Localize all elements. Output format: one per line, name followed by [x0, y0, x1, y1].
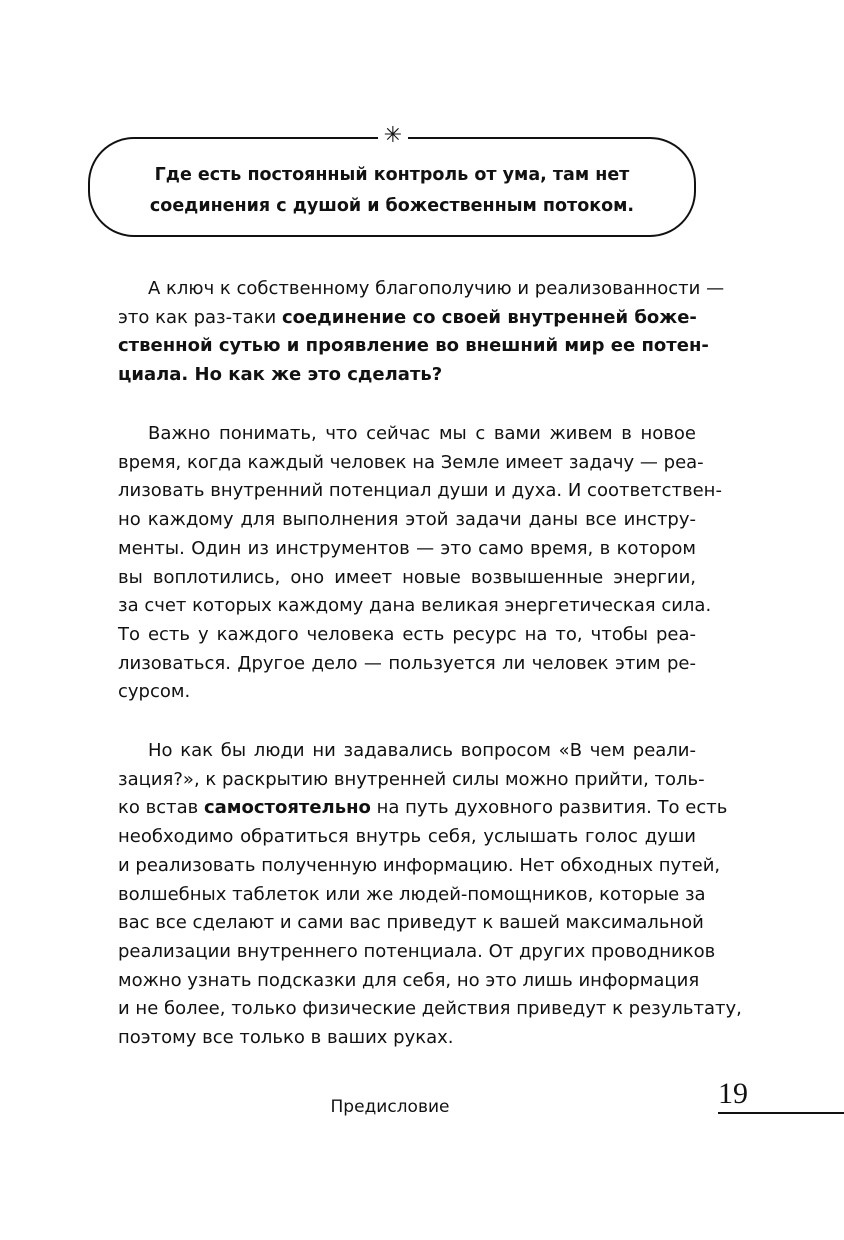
paragraph-2: [118, 420, 722, 707]
p3-line-1: Но как бы люди ни задавались вопросом «В чем реали-: [148, 740, 696, 761]
p3-line-4: необходимо обратиться внутрь себя, услышать голос души: [118, 826, 696, 848]
p3-line-8: реализации внутреннего потенциала. От других проводников: [118, 940, 716, 962]
p3-line-11: поэтому все только в ваших руках.: [118, 1027, 454, 1049]
callout-line-2: соединения с душой и божественным потоком.: [149, 196, 635, 216]
p1-line-4: циала. Но как же это сделать?: [118, 364, 443, 386]
p3-line-7: вас все сделают и сами вас приведут к вашей максимальной: [118, 912, 704, 934]
p3-line-2: зация?», к раскрытию внутренней силы можно прийти, толь-: [118, 768, 705, 790]
p3-line-10: и не более, только физические действия приведут к результату,: [118, 998, 742, 1020]
p2-line-6: вы воплотились, оно имеет новые возвышенные энергии,: [118, 566, 696, 588]
p2-line-4: но каждому для выполнения этой задачи даны все инстру-: [118, 509, 696, 531]
paragraph-3: [118, 737, 742, 1053]
running-footer-section: Предисловие: [330, 1097, 450, 1117]
p2-line-9: лизоваться. Другое дело — пользуется ли человек этим ре-: [118, 652, 696, 674]
p2-line-10: сурсом.: [118, 681, 191, 703]
p1-line-2-regular: это как раз-таки: [118, 306, 282, 328]
paragraph-1: [118, 275, 725, 390]
callout-text: [88, 160, 696, 222]
p3-line-3-a: ко встав: [118, 797, 204, 819]
p2-line-2: время, когда каждый человек на Земле имеет задачу — реа-: [118, 451, 704, 473]
callout-line-1: Где есть постоянный контроль от ума, там нет: [154, 165, 630, 185]
page-number: 19: [718, 1077, 748, 1110]
p3-line-3-c: на путь духовного развития. То есть: [370, 797, 728, 819]
p3-line-3: [118, 794, 728, 823]
p1-line-3: ственной сутью и проявление во внешний мир ее потен-: [118, 335, 709, 357]
page-number-rule: [718, 1112, 844, 1114]
p2-line-3: лизовать внутренний потенциал души и духа. И соответствен-: [118, 480, 722, 502]
p1-line-1: А ключ к собственному благополучию и реализованности —: [148, 278, 725, 299]
p2-line-1: Важно понимать, что сейчас мы с вами живем в новое: [148, 423, 696, 444]
p3-line-5: и реализовать полученную информацию. Нет обходных путей,: [118, 854, 721, 876]
p1-line-2-bold: соединение со своей внутренней боже-: [281, 306, 697, 328]
p3-line-6: волшебных таблеток или же людей-помощников, которые за: [118, 883, 706, 905]
p2-line-8: То есть у каждого человека есть ресурс на то, чтобы реа-: [118, 623, 696, 645]
p3-line-3-bold: самостоятельно: [203, 797, 371, 819]
p2-line-5: менты. Один из инструментов — это само время, в котором: [118, 537, 696, 559]
asterisk-ornament-icon: ✳: [378, 123, 408, 149]
p2-line-7: за счет которых каждому дана великая энергетическая сила.: [118, 595, 712, 617]
p1-line-2: [118, 304, 696, 333]
p3-line-9: можно узнать подсказки для себя, но это лишь информация: [118, 969, 700, 991]
